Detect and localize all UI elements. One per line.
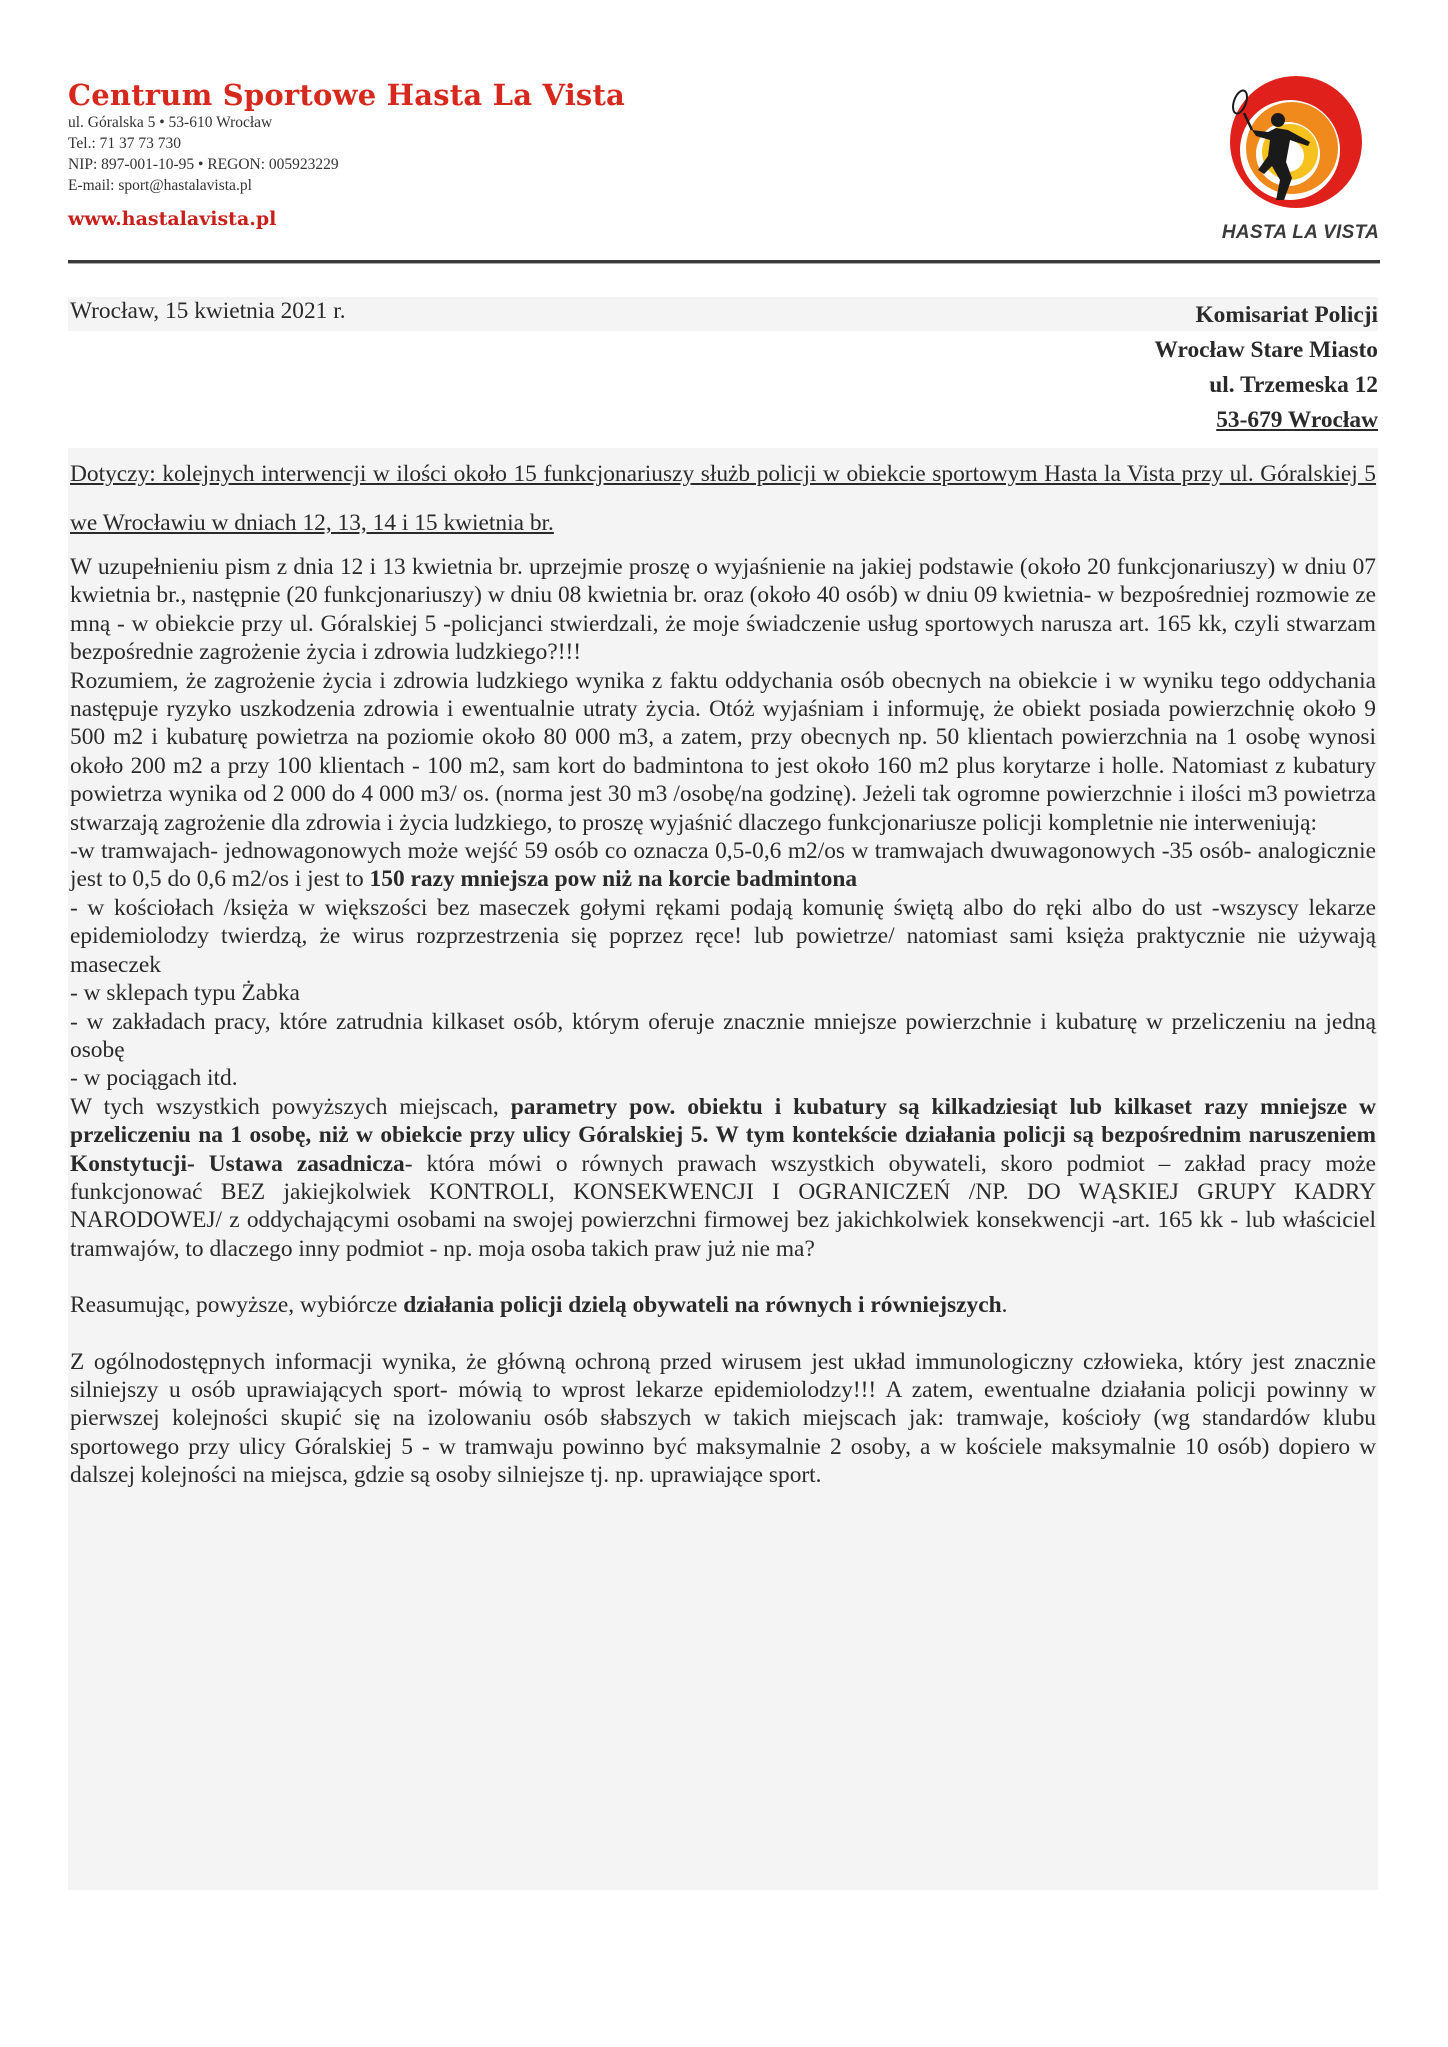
recipient-address	[1155, 298, 1378, 438]
summary-emphasis: działania policji dzielą obywateli na równych i równiejszych	[403, 1292, 1002, 1319]
paragraph-3-intro: W tych wszystkich powyższych miejscach,	[70, 1093, 511, 1120]
spacer	[70, 1320, 1376, 1348]
company-tax-ids: NIP: 897-001-10-95 • REGON: 005923229	[68, 156, 339, 173]
list-item-trams-emphasis: 150 razy mniejsza pow niż na korcie badmintona	[369, 866, 858, 893]
summary-intro: Reasumując, powyższe, wybiórcze	[70, 1292, 404, 1319]
list-item-trams	[70, 837, 1376, 894]
letterhead	[68, 78, 625, 230]
recipient-line-3: ul. Trzemeska 12	[1209, 372, 1378, 398]
company-phone: Tel.: 71 37 73 730	[68, 135, 182, 152]
logo-caption: HASTA LA VISTA	[1221, 222, 1380, 243]
paragraph-2: Rozumiem, że zagrożenie życia i zdrowia ludzkiego wynika z faktu oddychania osób obecnych na obiekcie i w wyniku tego oddychania następuje ryzyko uszkodzenia zdrowia i ewentualnie utraty życia. Otóż wyjaśniam i informuję, że obiekt posiada powierzchnię około 9 500 m2 i kubaturę powietrza na poziomie około 80 000 m3, a zatem, przy obecnych np. 50 klientach powierzchnia na 1 osobę wynosi około 200 m2 a przy 100 klientach - 100 m2, sam kort do badmintona to jest około 160 m2 plus korytarze i holle. Natomiast z kubatury powietrza wynika od 2 000 do 4 000 m3/ os. (norma jest 30 m3 /osobę/na godzinę). Jeżeli tak ogromne powierzchnie i ilości m3 powietrza stwarzają zagrożenie dla zdrowia i życia ludzkiego, to proszę wyjaśnić dlaczego funkcjonariusze policji kompletnie nie interweniują:	[70, 667, 1376, 836]
paragraph-3-emphasis: parametry pow. obiektu i kubatury są kilkadziesiąt lub kilkaset razy mniejsze w przeliczeniu na 1 osobę, niż w obiekcie przy ulicy Góralskiej 5. W tym kontekście działania policji są bezpośrednim naruszeniem Konstytucji- Ustawa zasadnicza	[70, 1093, 1377, 1177]
recipient-line-4: 53-679 Wrocław	[1216, 407, 1378, 433]
company-address: ul. Góralska 5 • 53-610 Wrocław	[68, 114, 273, 131]
spacer	[70, 1263, 1376, 1291]
letter-body	[70, 553, 1376, 1490]
list-item-shops: - w sklepach typu Żabka	[70, 980, 300, 1007]
list-item-workplaces: - w zakładach pracy, które zatrudnia kilkaset osób, którym oferuje znacznie mniejsze powierzchnie i kubaturę w przeliczeniu na jedną osobę	[70, 1008, 1376, 1063]
paragraph-summary	[70, 1291, 1376, 1319]
list-item-trains: - w pociągach itd.	[70, 1065, 238, 1092]
paragraph-5: Z ogólnodostępnych informacji wynika, że główną ochroną przed wirusem jest układ immunologiczny człowieka, który jest znacznie silniejszy u osób uprawiających sport- mówią to wprost lekarze epidemiolodzy!!! A zatem, ewentualne działania policji powinny w pierwszej kolejności skupić się na izolowaniu osób słabszych w takich miejscach jak: tramwaje, kościoły (wg standardów klubu sportowego przy ulicy Góralskiej 5 - w tramwaju powinno być maksymalnie 2 osoby, a w kościele maksymalnie 10 osób) dopiero w dalszej kolejności na miejsca, gdzie są osoby silniejsze tj. np. uprawiające sport.	[70, 1348, 1376, 1489]
paragraph-1: W uzupełnieniu pism z dnia 12 i 13 kwietnia br. uprzejmie proszę o wyjaśnienie na jakiej podstawie (około 20 funkcjonariuszy) w dniu 07 kwietnia br., następnie (20 funkcjonariuszy) w dniu 08 kwietnia br. oraz (około 40 osób) w dniu 09 kwietnia- w bezpośredniej rozmowie ze mną - w obiekcie przy ul. Góralskiej 5 -policjanci stwierdzali, że moje świadczenie usług sportowych narusza art. 165 kk, czyli stwarzam bezpośrednie zagrożenie życia i zdrowia ludzkiego?!!!	[70, 554, 1376, 666]
summary-end: .	[1001, 1292, 1008, 1319]
recipient-line-2: Wrocław Stare Miasto	[1154, 337, 1378, 363]
recipient-line-1: Komisariat Policji	[1195, 302, 1378, 328]
place-date: Wrocław, 15 kwietnia 2021 r.	[70, 298, 346, 324]
company-name: Centrum Sportowe Hasta La Vista	[68, 78, 626, 112]
paragraph-3	[70, 1093, 1376, 1263]
paragraph-3-rest: - która mówi o równych prawach wszystkich obywateli, skoro podmiot – zakład pracy może funkcjonować BEZ jakiejkolwiek KONTROLI, KONSEKWENCJI I OGRANICZEŃ /NP. DO WĄSKIEJ GRUPY KADRY NARODOWEJ/ z oddychającymi osobami na swojej powierzchni firmowej bez jakichkolwiek konsekwencji -art. 165 kk - lub właściciel tramwajów, to dlaczego inny podmiot - np. moja osoba takich praw już nie ma?	[70, 1150, 1376, 1262]
list-item-trams-text: -w tramwajach- jednowagonowych może wejść 59 osób co oznacza 0,5-0,6 m2/os w tramwajach dwuwagonowych -35 osób- analogicznie jest to 0,5 do 0,6 m2/os i jest to	[70, 838, 1376, 893]
letter-subject: Dotyczy: kolejnych interwencji w ilości około 15 funkcjonariuszy służb policji w obiekcie sportowym Hasta la Vista przy ul. Góralskiej 5 we Wrocławiu w dniach 12, 13, 14 i 15 kwietnia br.	[70, 461, 1376, 536]
header-divider	[68, 260, 1380, 264]
list-item-churches: - w kościołach /księża w większości bez maseczek gołymi rękami podają komunię świętą albo do ręki albo do ust -wszyscy lekarze epidemiolodzy twierdzą, że wirus rozprzestrzenia się poprzez ręce! lub powietrze/ natomiast sami księża praktycznie nie używają maseczek	[70, 894, 1376, 978]
company-email: E-mail: sport@hastalavista.pl	[68, 177, 252, 194]
company-website-link[interactable]: www.hastalavista.pl	[68, 208, 277, 230]
